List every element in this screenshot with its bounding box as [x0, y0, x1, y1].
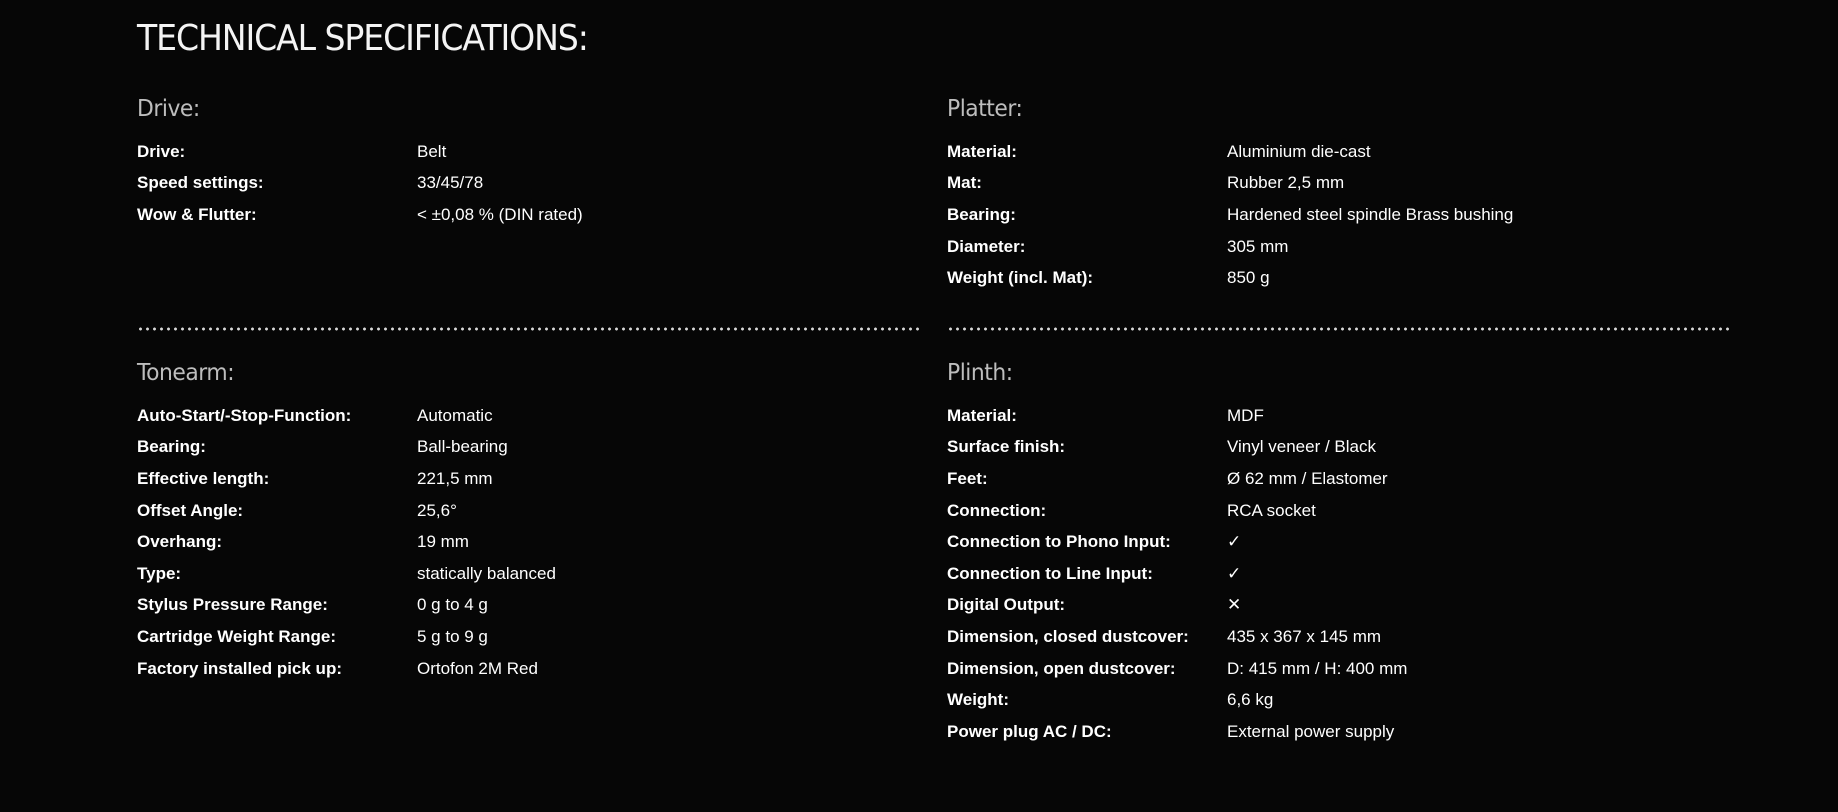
spec-row — [137, 168, 919, 200]
spec-row — [947, 463, 1729, 495]
spec-row — [947, 495, 1729, 527]
spec-value: 850 g — [1227, 268, 1270, 288]
spec-row — [947, 716, 1729, 748]
spec-value: 0 g to 4 g — [417, 595, 488, 615]
spec-row — [947, 653, 1729, 685]
spec-label: Material: — [947, 405, 1017, 425]
section-title-plinth: Plinth: — [947, 360, 1013, 386]
spec-row — [137, 558, 919, 590]
spec-row — [947, 558, 1729, 590]
spec-row — [947, 684, 1729, 716]
spec-label: Type: — [137, 563, 182, 583]
spec-row — [947, 526, 1729, 558]
spec-label: Connection to Phono Input: — [947, 532, 1171, 552]
check-icon: ✓ — [1227, 563, 1242, 583]
cross-icon: ✕ — [1227, 595, 1242, 615]
spec-row — [137, 400, 919, 432]
spec-value: Automatic — [417, 405, 493, 425]
spec-row — [137, 621, 919, 653]
platter-spec-list — [947, 136, 1729, 294]
spec-row — [947, 621, 1729, 653]
drive-section — [137, 94, 919, 231]
spec-value: 19 mm — [417, 532, 469, 552]
spec-row — [137, 495, 919, 527]
spec-row — [137, 432, 919, 464]
spec-label: Wow & Flutter: — [137, 204, 257, 224]
spec-value: Vinyl veneer / Black — [1227, 437, 1376, 457]
drive-spec-list — [137, 136, 919, 231]
tonearm-spec-list — [137, 400, 919, 684]
spec-label: Effective length: — [137, 468, 270, 488]
spec-row — [137, 463, 919, 495]
spec-label: Speed settings: — [137, 173, 264, 193]
spec-label: Dimension, open dustcover: — [947, 658, 1176, 678]
spec-value: Ball-bearing — [417, 437, 508, 457]
spec-value: < ±0,08 % (DIN rated) — [417, 204, 583, 224]
spec-value: 25,6° — [417, 500, 457, 520]
spec-label: Dimension, closed dustcover: — [947, 626, 1189, 646]
spec-row — [947, 432, 1729, 464]
spec-label: Weight (incl. Mat): — [947, 268, 1094, 288]
spec-label: Power plug AC / DC: — [947, 721, 1112, 741]
spec-value: 33/45/78 — [417, 173, 484, 193]
spec-row — [137, 653, 919, 685]
spec-row — [947, 590, 1729, 622]
spec-label: Drive: — [137, 141, 186, 161]
spec-value: MDF — [1227, 405, 1264, 425]
plinth-spec-list — [947, 400, 1729, 748]
spec-value: Belt — [417, 141, 447, 161]
spec-row — [947, 199, 1729, 231]
section-title-drive: Drive: — [137, 96, 200, 122]
spec-label: Connection to Line Input: — [947, 563, 1153, 583]
spec-label: Weight: — [947, 690, 1010, 710]
tonearm-section — [137, 358, 919, 684]
page-title: TECHNICAL SPECIFICATIONS: — [137, 18, 588, 59]
section-title-tonearm: Tonearm: — [137, 360, 235, 386]
spec-label: Bearing: — [947, 204, 1016, 224]
spec-value: 305 mm — [1227, 236, 1289, 256]
spec-label: Auto-Start/-Stop-Function: — [137, 405, 352, 425]
spec-row — [137, 136, 919, 168]
spec-label: Overhang: — [137, 532, 223, 552]
spec-label: Material: — [947, 141, 1017, 161]
check-icon: ✓ — [1227, 532, 1242, 552]
spec-label: Surface finish: — [947, 437, 1066, 457]
spec-value: 435 x 367 x 145 mm — [1227, 626, 1382, 646]
spec-value: RCA socket — [1227, 500, 1316, 520]
spec-row — [137, 526, 919, 558]
spec-row — [137, 199, 919, 231]
spec-value: Ø 62 mm / Elastomer — [1227, 468, 1388, 488]
spec-value: Aluminium die-cast — [1227, 141, 1371, 161]
spec-label: Stylus Pressure Range: — [137, 595, 328, 615]
spec-label: Offset Angle: — [137, 500, 244, 520]
spec-value: 221,5 mm — [417, 468, 493, 488]
dotted-divider-left — [137, 327, 919, 331]
spec-value: External power supply — [1227, 721, 1395, 741]
spec-value: 6,6 kg — [1227, 690, 1274, 710]
spec-row — [947, 231, 1729, 263]
spec-value: Hardened steel spindle Brass bushing — [1227, 204, 1514, 224]
plinth-section — [947, 358, 1729, 748]
spec-label: Digital Output: — [947, 595, 1066, 615]
spec-label: Cartridge Weight Range: — [137, 626, 336, 646]
spec-row — [947, 262, 1729, 294]
spec-value: Rubber 2,5 mm — [1227, 173, 1345, 193]
spec-row — [137, 590, 919, 622]
spec-label: Mat: — [947, 173, 982, 193]
spec-label: Factory installed pick up: — [137, 658, 342, 678]
spec-value: 5 g to 9 g — [417, 626, 488, 646]
spec-label: Bearing: — [137, 437, 206, 457]
spec-row — [947, 136, 1729, 168]
spec-label: Connection: — [947, 500, 1047, 520]
spec-row — [947, 168, 1729, 200]
spec-value: Ortofon 2M Red — [417, 658, 538, 678]
spec-value: D: 415 mm / H: 400 mm — [1227, 658, 1408, 678]
spec-row — [947, 400, 1729, 432]
spec-label: Diameter: — [947, 236, 1026, 256]
spec-label: Feet: — [947, 468, 988, 488]
spec-value: statically balanced — [417, 563, 556, 583]
platter-section — [947, 94, 1729, 294]
section-title-platter: Platter: — [947, 96, 1023, 122]
dotted-divider-right — [947, 327, 1729, 331]
